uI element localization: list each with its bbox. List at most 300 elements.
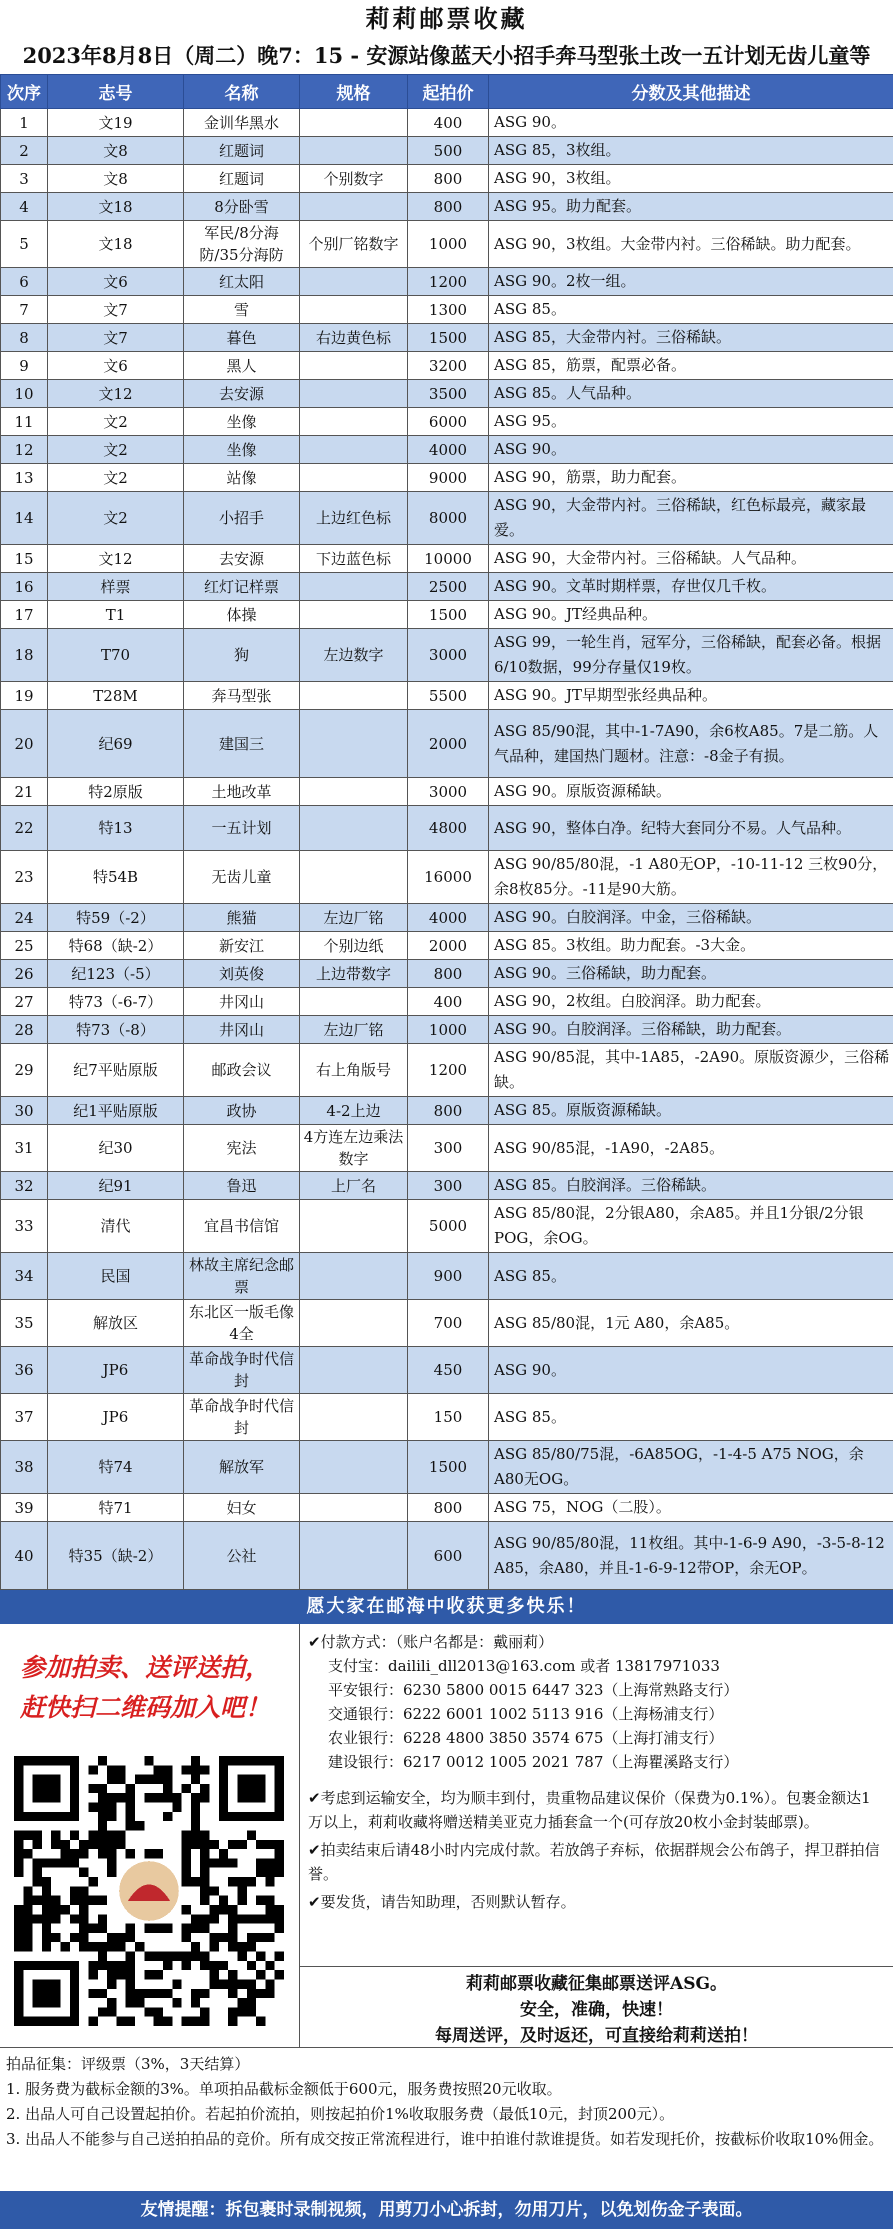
cell-spec: 下边蓝色标	[300, 545, 408, 573]
cell-desc: ASG 85。白胶润泽。三俗稀缺。	[489, 1172, 893, 1200]
cell-desc: ASG 85。	[489, 296, 893, 324]
cell-code: 文2	[48, 464, 184, 492]
rule-2: 2. 出品人可自己设置起拍价。若起拍价流拍，则按起拍价1%收取服务费（最低10元，封顶200元）。	[6, 2105, 675, 2123]
cell-code: 纪69	[48, 710, 184, 778]
cell-no: 9	[1, 352, 48, 380]
table-row	[1, 601, 893, 629]
slogan-line-2: 安全，准确，快速！	[520, 2000, 673, 2020]
cell-desc: ASG 90。JT早期型张经典品种。	[489, 682, 893, 710]
cell-name: 坐像	[184, 408, 300, 436]
cell-no: 27	[1, 988, 48, 1016]
cell-name: 井冈山	[184, 1016, 300, 1044]
slogan-box	[300, 1966, 893, 2048]
cell-price: 1000	[408, 1016, 489, 1044]
cell-price: 1300	[408, 296, 489, 324]
cell-name: 妇女	[184, 1494, 300, 1522]
cell-no: 10	[1, 380, 48, 408]
cell-name: 林故主席纪念邮票	[184, 1253, 300, 1300]
table-row	[1, 193, 893, 221]
page-title: 莉莉邮票收藏	[365, 4, 528, 33]
rule-1: 1. 服务费为截标金额的3%。单项拍品截标金额低于600元，服务费按照20元收取。	[6, 2080, 562, 2098]
cell-spec	[300, 851, 408, 904]
cell-code: 特13	[48, 806, 184, 851]
lots-table-body	[1, 109, 893, 1590]
cell-name: 政协	[184, 1097, 300, 1125]
cell-name: 坐像	[184, 436, 300, 464]
cell-price: 1500	[408, 1441, 489, 1494]
cell-name: 雪	[184, 296, 300, 324]
cell-desc: ASG 85，3枚组。	[489, 137, 893, 165]
cell-desc: ASG 90。白胶润泽。中金，三俗稀缺。	[489, 904, 893, 932]
cell-spec	[300, 1394, 408, 1441]
cell-no: 33	[1, 1200, 48, 1253]
cell-code: 清代	[48, 1200, 184, 1253]
cell-name: 刘英俊	[184, 960, 300, 988]
table-row	[1, 710, 893, 778]
cell-desc: ASG 90。	[489, 436, 893, 464]
cell-name: 东北区一版毛像4全	[184, 1300, 300, 1347]
cell-desc: ASG 75，NOG（二股）。	[489, 1494, 893, 1522]
table-row	[1, 137, 893, 165]
cell-desc: ASG 85/80混，1元 A80，余A85。	[489, 1300, 893, 1347]
table-row	[1, 380, 893, 408]
cell-code: 纪7平贴原版	[48, 1044, 184, 1097]
table-row	[1, 573, 893, 601]
table-row	[1, 1494, 893, 1522]
cell-desc: ASG 90。	[489, 1347, 893, 1394]
table-row	[1, 1253, 893, 1300]
cell-spec	[300, 296, 408, 324]
cell-code: 特59（-2）	[48, 904, 184, 932]
cell-no: 28	[1, 1016, 48, 1044]
cell-no: 29	[1, 1044, 48, 1097]
cell-no: 22	[1, 806, 48, 851]
friendly-reminder: 友情提醒：拆包裹时录制视频，用剪刀小心拆封，勿用刀片，以免划伤金子表面。	[0, 2191, 893, 2229]
cell-price: 400	[408, 988, 489, 1016]
cell-desc: ASG 90。原版资源稀缺。	[489, 778, 893, 806]
cell-no: 37	[1, 1394, 48, 1441]
cell-no: 40	[1, 1522, 48, 1590]
table-row	[1, 904, 893, 932]
cell-name: 红题词	[184, 137, 300, 165]
cell-spec: 个别数字	[300, 165, 408, 193]
cell-no: 18	[1, 629, 48, 682]
cell-desc: ASG 85。人气品种。	[489, 380, 893, 408]
cell-desc: ASG 85。3枚组。助力配套。-3大金。	[489, 932, 893, 960]
alipay-account[interactable]: 支付宝：dailili_dll2013@163.com 或者 13817971033	[328, 1657, 720, 1675]
cell-name: 狗	[184, 629, 300, 682]
col-header-desc: 分数及其他描述	[489, 75, 893, 109]
cell-desc: ASG 85。	[489, 1394, 893, 1441]
cell-price: 3000	[408, 629, 489, 682]
cell-name: 去安源	[184, 380, 300, 408]
cell-spec: 4-2上边	[300, 1097, 408, 1125]
table-header-row	[1, 75, 893, 109]
cell-name: 小招手	[184, 492, 300, 545]
cell-desc: ASG 90/85/80混，-1 A80无OP，-10-11-12 三枚90分，余8枚85分。-11是90大筋。	[489, 851, 893, 904]
cell-spec	[300, 1200, 408, 1253]
cell-name: 一五计划	[184, 806, 300, 851]
cell-name: 军民/8分海防/35分海防	[184, 221, 300, 268]
cell-code: 文2	[48, 408, 184, 436]
table-row	[1, 492, 893, 545]
promo-line-1: 参加拍卖、送评送拍，	[20, 1653, 271, 1682]
cell-code: 解放区	[48, 1300, 184, 1347]
table-row	[1, 268, 893, 296]
cell-name: 红太阳	[184, 268, 300, 296]
cell-no: 6	[1, 268, 48, 296]
col-header-spec: 规格	[300, 75, 408, 109]
cell-code: JP6	[48, 1347, 184, 1394]
cell-code: 民国	[48, 1253, 184, 1300]
cell-desc: ASG 90，大金带内衬。三俗稀缺，红色标最亮，藏家最爱。	[489, 492, 893, 545]
cell-no: 17	[1, 601, 48, 629]
cell-code: 文8	[48, 165, 184, 193]
cell-code: 文12	[48, 380, 184, 408]
table-row	[1, 1300, 893, 1347]
cell-spec: 左边厂铭	[300, 1016, 408, 1044]
cell-spec	[300, 380, 408, 408]
cell-no: 2	[1, 137, 48, 165]
cell-no: 35	[1, 1300, 48, 1347]
cell-desc: ASG 85，大金带内衬。三俗稀缺。	[489, 324, 893, 352]
cell-name: 解放军	[184, 1441, 300, 1494]
cell-no: 31	[1, 1125, 48, 1172]
cell-name: 公社	[184, 1522, 300, 1590]
cell-spec	[300, 436, 408, 464]
cell-no: 24	[1, 904, 48, 932]
cell-price: 8000	[408, 492, 489, 545]
cell-name: 邮政会议	[184, 1044, 300, 1097]
cell-desc: ASG 95。助力配套。	[489, 193, 893, 221]
cell-desc: ASG 90/85混，-1A90，-2A85。	[489, 1125, 893, 1172]
cell-code: 文6	[48, 352, 184, 380]
cell-no: 15	[1, 545, 48, 573]
cell-no: 30	[1, 1097, 48, 1125]
cell-code: 纪30	[48, 1125, 184, 1172]
table-row	[1, 988, 893, 1016]
cell-name: 革命战争时代信封	[184, 1394, 300, 1441]
cell-desc: ASG 90，整体白净。纪特大套同分不易。人气品种。	[489, 806, 893, 851]
payment-info	[300, 1624, 893, 1774]
cell-code: T70	[48, 629, 184, 682]
cell-price: 800	[408, 960, 489, 988]
cell-desc: ASG 90。文革时期样票，存世仅几千枚。	[489, 573, 893, 601]
cell-code: 特68（缺-2）	[48, 932, 184, 960]
cell-no: 34	[1, 1253, 48, 1300]
cell-spec: 个别厂铭数字	[300, 221, 408, 268]
cell-name: 金训华黑水	[184, 109, 300, 137]
cell-name: 红灯记样票	[184, 573, 300, 601]
cell-spec: 左边厂铭	[300, 904, 408, 932]
cell-desc: ASG 85/90混，其中-1-7A90，余6枚A85。7是二筋。人气品种，建国热门题材。注意：-8金子有损。	[489, 710, 893, 778]
cell-no: 5	[1, 221, 48, 268]
cell-code: 文18	[48, 193, 184, 221]
cell-code: T1	[48, 601, 184, 629]
cell-price: 800	[408, 1494, 489, 1522]
table-row	[1, 1522, 893, 1590]
cell-price: 600	[408, 1522, 489, 1590]
cell-desc: ASG 85，筋票，配票必备。	[489, 352, 893, 380]
cell-price: 5500	[408, 682, 489, 710]
col-header-price: 起拍价	[408, 75, 489, 109]
table-row	[1, 1016, 893, 1044]
cell-price: 2000	[408, 710, 489, 778]
rules-title: 拍品征集：评级票（3%，3天结算）	[6, 2055, 250, 2073]
payment-panel	[300, 1624, 893, 2048]
cell-no: 14	[1, 492, 48, 545]
cell-spec	[300, 1300, 408, 1347]
cell-code: 特73（-8）	[48, 1016, 184, 1044]
cell-price: 4000	[408, 904, 489, 932]
cell-spec: 4方连左边乘法数字	[300, 1125, 408, 1172]
cell-spec	[300, 601, 408, 629]
cell-price: 1500	[408, 324, 489, 352]
promo-panel	[0, 1624, 300, 2048]
shipping-request-note: ✔要发货，请告知助理，否则默认暂存。	[308, 1893, 576, 1911]
table-row	[1, 545, 893, 573]
cell-no: 11	[1, 408, 48, 436]
table-row	[1, 296, 893, 324]
cell-name: 8分卧雪	[184, 193, 300, 221]
table-row	[1, 1044, 893, 1097]
cell-code: 文2	[48, 436, 184, 464]
cell-code: 文7	[48, 296, 184, 324]
cell-price: 700	[408, 1300, 489, 1347]
cell-spec: 右边黄色标	[300, 324, 408, 352]
cell-price: 500	[408, 137, 489, 165]
cell-spec	[300, 268, 408, 296]
cell-spec	[300, 806, 408, 851]
cell-code: 特2原版	[48, 778, 184, 806]
cell-code: 文2	[48, 492, 184, 545]
rule-3: 3. 出品人不能参与自己送拍拍品的竞价。所有成交按正常流程进行，谁中拍谁付款谁提货。如若发现托价，按截标价收取10%佣金。	[6, 2130, 884, 2148]
cell-price: 300	[408, 1125, 489, 1172]
cell-spec	[300, 137, 408, 165]
table-row	[1, 408, 893, 436]
table-row	[1, 960, 893, 988]
cell-name: 无齿儿童	[184, 851, 300, 904]
cell-price: 4800	[408, 806, 489, 851]
bank-jianshe[interactable]: 建设银行：6217 0012 1005 2021 787（上海瞿溪路支行）	[328, 1753, 739, 1771]
consignment-rules	[0, 2048, 893, 2156]
cell-price: 4000	[408, 436, 489, 464]
table-row	[1, 436, 893, 464]
cell-spec: 上厂名	[300, 1172, 408, 1200]
col-header-no: 次序	[1, 75, 48, 109]
cell-no: 26	[1, 960, 48, 988]
cell-price: 3000	[408, 778, 489, 806]
cell-name: 井冈山	[184, 988, 300, 1016]
cell-code: 文12	[48, 545, 184, 573]
cell-spec	[300, 464, 408, 492]
cell-spec	[300, 573, 408, 601]
cell-code: 文7	[48, 324, 184, 352]
cell-desc: ASG 90，大金带内衬。三俗稀缺。人气品种。	[489, 545, 893, 573]
cell-code: 纪1平贴原版	[48, 1097, 184, 1125]
table-row	[1, 221, 893, 268]
table-row	[1, 1394, 893, 1441]
cell-code: 纪123（-5）	[48, 960, 184, 988]
cell-name: 红题词	[184, 165, 300, 193]
cell-price: 1000	[408, 221, 489, 268]
cell-spec	[300, 1347, 408, 1394]
cell-code: 纪91	[48, 1172, 184, 1200]
cell-price: 3200	[408, 352, 489, 380]
cell-no: 16	[1, 573, 48, 601]
cell-no: 12	[1, 436, 48, 464]
table-row	[1, 1441, 893, 1494]
cell-no: 7	[1, 296, 48, 324]
slogan-line-3: 每周送评，及时返还，可直接给莉莉送拍！	[435, 2026, 758, 2046]
cell-price: 2500	[408, 573, 489, 601]
cell-spec: 上边红色标	[300, 492, 408, 545]
cell-desc: ASG 90。白胶润泽。三俗稀缺，助力配套。	[489, 1016, 893, 1044]
bank-jiaotong[interactable]: 交通银行：6222 6001 1002 5113 916（上海杨浦支行）	[328, 1705, 724, 1723]
cell-no: 1	[1, 109, 48, 137]
cell-code: 特54B	[48, 851, 184, 904]
cell-name: 体操	[184, 601, 300, 629]
cell-price: 3500	[408, 380, 489, 408]
cell-spec	[300, 988, 408, 1016]
table-row	[1, 682, 893, 710]
cell-spec: 上边带数字	[300, 960, 408, 988]
table-row	[1, 464, 893, 492]
bank-pingan[interactable]: 平安银行：6230 5800 0015 6447 323（上海常熟路支行）	[328, 1681, 739, 1699]
table-row	[1, 778, 893, 806]
cell-price: 800	[408, 165, 489, 193]
cell-desc: ASG 90。三俗稀缺，助力配套。	[489, 960, 893, 988]
cell-no: 39	[1, 1494, 48, 1522]
cell-name: 暮色	[184, 324, 300, 352]
cell-spec: 左边数字	[300, 629, 408, 682]
cell-spec	[300, 408, 408, 436]
cell-desc: ASG 90。2枚一组。	[489, 268, 893, 296]
cell-spec	[300, 352, 408, 380]
cell-name: 站像	[184, 464, 300, 492]
cell-no: 25	[1, 932, 48, 960]
bank-nongye[interactable]: 农业银行：6228 4800 3850 3574 675（上海打浦支行）	[328, 1729, 724, 1747]
payment-deadline-note: ✔拍卖结束后请48小时内完成付款。若放鸽子弃标，依据群规会公布鸽子，捍卫群拍信誉。	[308, 1841, 880, 1883]
cell-price: 450	[408, 1347, 489, 1394]
cell-spec: 右上角版号	[300, 1044, 408, 1097]
cell-name: 熊猫	[184, 904, 300, 932]
cell-price: 900	[408, 1253, 489, 1300]
cell-spec	[300, 1522, 408, 1590]
cell-desc: ASG 90，2枚组。白胶润泽。助力配套。	[489, 988, 893, 1016]
info-section	[0, 1624, 893, 2048]
cell-spec	[300, 1494, 408, 1522]
cell-desc: ASG 90/85/80混，11枚组。其中-1-6-9 A90，-3-5-8-12 A85，余A80，并且-1-6-9-12带OP，余无OP。	[489, 1522, 893, 1590]
cell-name: 宜昌书信馆	[184, 1200, 300, 1253]
cell-price: 16000	[408, 851, 489, 904]
cell-no: 23	[1, 851, 48, 904]
cell-spec	[300, 778, 408, 806]
table-row	[1, 1172, 893, 1200]
table-row	[1, 806, 893, 851]
cell-spec: 个别边纸	[300, 932, 408, 960]
cell-no: 13	[1, 464, 48, 492]
col-header-name: 名称	[184, 75, 300, 109]
cell-spec	[300, 1441, 408, 1494]
wish-banner: 愿大家在邮海中收获更多快乐！	[0, 1590, 893, 1624]
cell-no: 20	[1, 710, 48, 778]
table-row	[1, 851, 893, 904]
cell-no: 32	[1, 1172, 48, 1200]
cell-price: 2000	[408, 932, 489, 960]
cell-no: 19	[1, 682, 48, 710]
cell-desc: ASG 85/80混，2分银A80，余A85。并且1分银/2分银POG，余OG。	[489, 1200, 893, 1253]
cell-no: 4	[1, 193, 48, 221]
cell-desc: ASG 90/85混，其中-1A85，-2A90。原版资源少，三俗稀缺。	[489, 1044, 893, 1097]
cell-name: 建国三	[184, 710, 300, 778]
payment-title: ✔付款方式：（账户名都是：戴丽莉）	[308, 1633, 554, 1651]
cell-name: 革命战争时代信封	[184, 1347, 300, 1394]
cell-code: 特71	[48, 1494, 184, 1522]
table-row	[1, 352, 893, 380]
cell-name: 鲁迅	[184, 1172, 300, 1200]
cell-no: 38	[1, 1441, 48, 1494]
cell-spec	[300, 193, 408, 221]
table-row	[1, 109, 893, 137]
cell-desc: ASG 85/80/75混，-6A85OG，-1-4-5 A75 NOG，余A80无OG。	[489, 1441, 893, 1494]
table-row	[1, 1097, 893, 1125]
slogan-line-1: 莉莉邮票收藏征集邮票送评ASG。	[466, 1974, 727, 1994]
cell-code: JP6	[48, 1394, 184, 1441]
cell-code: 特73（-6-7）	[48, 988, 184, 1016]
cell-desc: ASG 85。	[489, 1253, 893, 1300]
cell-code: 文8	[48, 137, 184, 165]
cell-no: 21	[1, 778, 48, 806]
cell-code: 特74	[48, 1441, 184, 1494]
cell-code: T28M	[48, 682, 184, 710]
cell-price: 800	[408, 1097, 489, 1125]
cell-price: 6000	[408, 408, 489, 436]
cell-no: 8	[1, 324, 48, 352]
col-header-code: 志号	[48, 75, 184, 109]
table-row	[1, 629, 893, 682]
cell-desc: ASG 99，一轮生肖，冠军分，三俗稀缺，配套必备。根据6/10数据，99分存量仅19枚。	[489, 629, 893, 682]
promo-text	[20, 1648, 290, 1728]
cell-spec	[300, 710, 408, 778]
promo-line-2: 赶快扫二维码加入吧！	[20, 1693, 271, 1722]
cell-code: 样票	[48, 573, 184, 601]
table-row	[1, 1125, 893, 1172]
cell-price: 10000	[408, 545, 489, 573]
cell-no: 3	[1, 165, 48, 193]
cell-desc: ASG 85。原版资源稀缺。	[489, 1097, 893, 1125]
cell-price: 400	[408, 109, 489, 137]
cell-name: 新安江	[184, 932, 300, 960]
cell-code: 特35（缺-2）	[48, 1522, 184, 1590]
cell-name: 宪法	[184, 1125, 300, 1172]
cell-spec	[300, 109, 408, 137]
shipping-note: ✔考虑到运输安全，均为顺丰到付，贵重物品建议保价（保费为0.1%）。包裹金额达1万以上，莉莉收藏将赠送精美亚克力插套盒一个(可存放20枚小金封装邮票)。	[308, 1789, 871, 1831]
table-row	[1, 932, 893, 960]
cell-price: 9000	[408, 464, 489, 492]
table-row	[1, 1347, 893, 1394]
lots-table	[0, 74, 893, 1590]
qr-code[interactable]	[14, 1756, 284, 2026]
cell-desc: ASG 90。	[489, 109, 893, 137]
cell-desc: ASG 90，筋票，助力配套。	[489, 464, 893, 492]
cell-name: 土地改革	[184, 778, 300, 806]
cell-code: 文19	[48, 109, 184, 137]
cell-no: 36	[1, 1347, 48, 1394]
cell-code: 文6	[48, 268, 184, 296]
cell-desc: ASG 90，3枚组。大金带内衬。三俗稀缺。助力配套。	[489, 221, 893, 268]
auction-subtitle: 2023年8月8日（周二）晚7：15 - 安源站像蓝天小招手奔马型张土改一五计划无齿儿童等	[22, 43, 871, 68]
